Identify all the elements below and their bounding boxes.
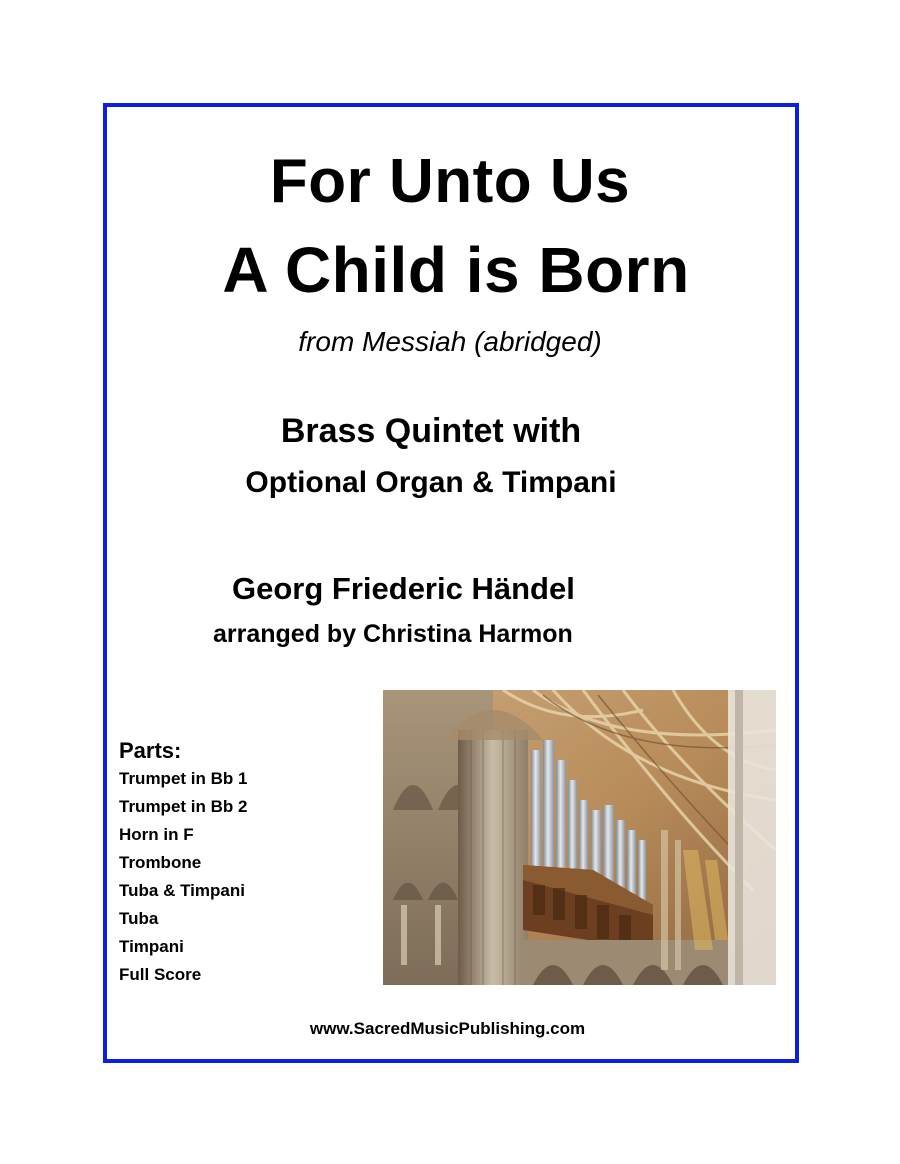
website-url: www.SacredMusicPublishing.com (309, 1019, 586, 1038)
arranger: arranged by Christina Harmon (213, 620, 573, 648)
part-item: Tuba (119, 909, 159, 928)
parts-heading: Parts: (119, 738, 182, 763)
title-line-2: A Child is Born (222, 234, 690, 306)
part-item: Tuba & Timpani (119, 881, 245, 900)
title-line-1: For Unto Us (269, 147, 631, 216)
part-item: Full Score (119, 965, 202, 984)
parts-section (119, 737, 247, 989)
part-item: Trumpet in Bb 1 (119, 769, 248, 788)
parts-list (119, 765, 247, 989)
subtitle: from Messiah (abridged) (298, 326, 602, 357)
cathedral-organ-photo (383, 690, 776, 985)
part-item: Timpani (119, 937, 184, 956)
composer: Georg Friederic Händel (232, 571, 575, 606)
part-item: Horn in F (119, 825, 194, 844)
part-item: Trumpet in Bb 2 (119, 797, 248, 816)
instrumentation-line-2: Optional Organ & Timpani (245, 466, 617, 499)
instrumentation-line-1: Brass Quintet with (280, 412, 582, 450)
part-item: Trombone (119, 853, 202, 872)
